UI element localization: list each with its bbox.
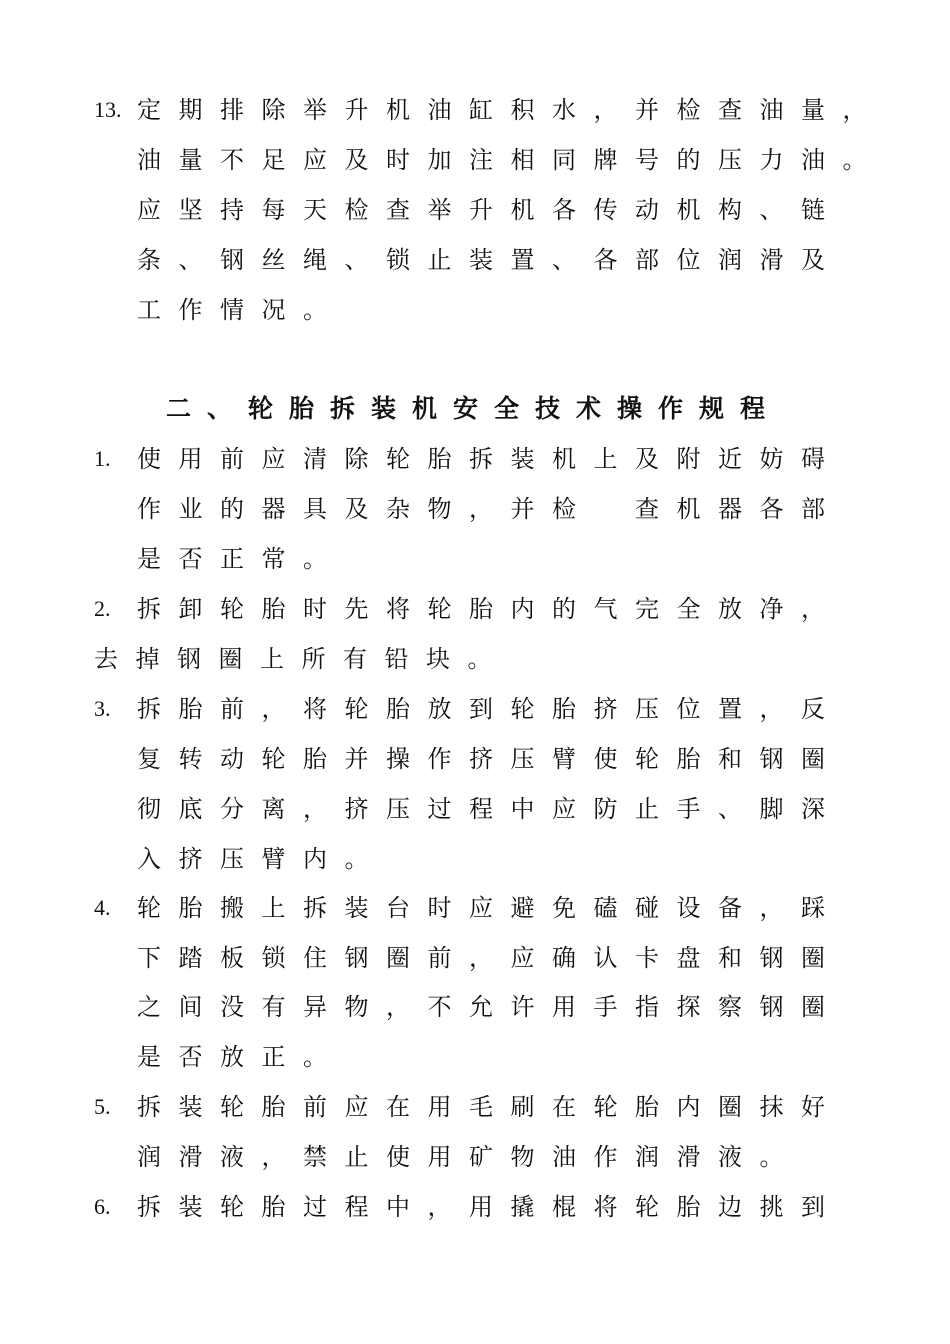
item-number: 5.: [94, 1094, 111, 1119]
section-heading: 二、轮胎拆装机安全技术操作规程: [166, 394, 782, 423]
item-number: 13.: [94, 97, 122, 122]
item-number: 4.: [94, 895, 111, 920]
text-line: 定期排除举升机油缸积水，并检查油量，: [137, 96, 884, 124]
text-line: 轮胎搬上拆装台时应避免磕碰设备，踩: [137, 894, 843, 922]
text-line: 润滑液，禁止使用矿物油作润滑液。: [137, 1143, 801, 1171]
text-line: 拆装轮胎前应在用毛刷在轮胎内圈抹好: [137, 1093, 843, 1121]
text-line: 拆装轮胎过程中，用撬棍将轮胎边挑到: [137, 1193, 843, 1221]
item-number: 1.: [94, 446, 111, 471]
text-line: 作业的器具及杂物，并检 查机器各部: [137, 495, 843, 523]
text-line: 入挤压臂内。: [137, 845, 386, 873]
text-line: 工作情况。: [137, 296, 345, 324]
text-line: 拆胎前，将轮胎放到轮胎挤压位置，反: [137, 695, 843, 723]
text-line: 拆卸轮胎时先将轮胎内的气完全放净，: [137, 595, 843, 623]
text-line: 下踏板锁住钢圈前，应确认卡盘和钢圈: [137, 944, 843, 972]
text-line: 应坚持每天检查举升机各传动机构、链: [137, 196, 843, 224]
item-number: 2.: [94, 596, 111, 621]
text-line: 条、钢丝绳、锁止装置、各部位润滑及: [137, 246, 843, 274]
text-line: 复转动轮胎并操作挤压臂使轮胎和钢圈: [137, 745, 843, 773]
text-line: 之间没有异物，不允许用手指探察钢圈: [137, 993, 843, 1021]
item-number: 3.: [94, 696, 111, 721]
text-line: 油量不足应及时加注相同牌号的压力油。: [137, 146, 884, 174]
text-line: 使用前应清除轮胎拆装机上及附近妨碍: [137, 445, 843, 473]
item-number: 6.: [94, 1194, 111, 1219]
text-line: 彻底分离，挤压过程中应防止手、脚深: [137, 795, 843, 823]
text-line: 是否放正。: [137, 1043, 345, 1071]
text-line: 是否正常。: [137, 545, 345, 573]
text-line: 去掉钢圈上所有铅块。: [94, 645, 509, 673]
